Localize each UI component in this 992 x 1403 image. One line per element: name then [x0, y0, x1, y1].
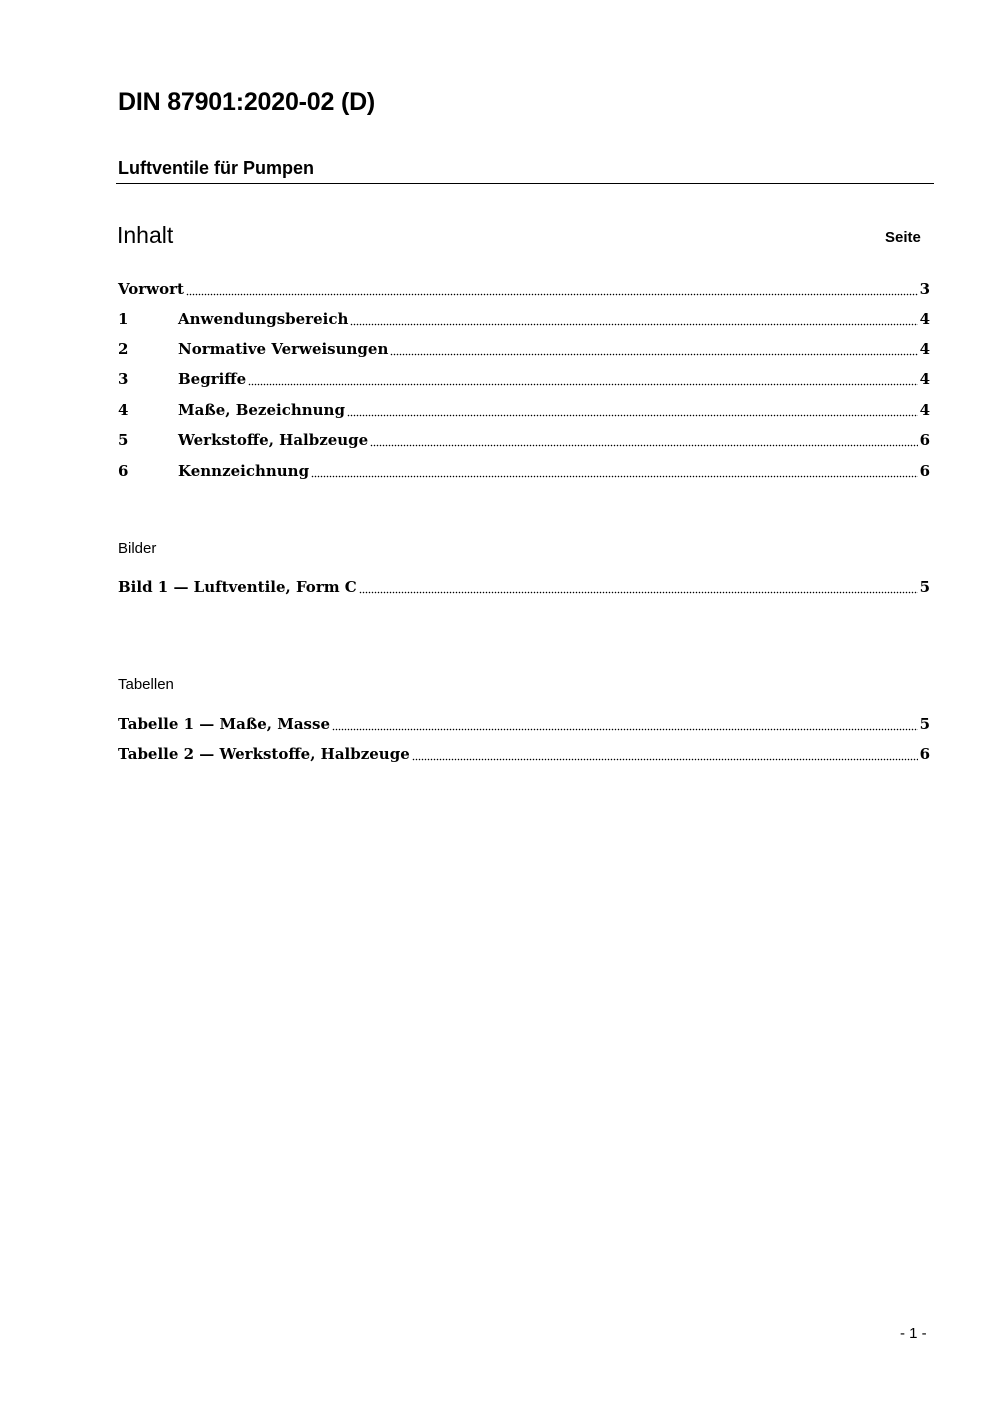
toc-entry-number: 3 — [118, 370, 129, 388]
table-entry-text: Tabelle 2 — Werkstoffe, Halbzeuge — [118, 745, 410, 763]
toc-entry-1[interactable] — [118, 310, 930, 330]
dot-leader — [311, 475, 917, 478]
title-divider — [116, 183, 934, 184]
toc-entry-number: 1 — [118, 310, 129, 328]
toc-entry-5[interactable] — [118, 431, 930, 451]
document-id: DIN 87901:2020-02 (D) — [118, 88, 376, 116]
toc-entry-text: Kennzeichnung — [178, 462, 310, 480]
toc-entry-2[interactable] — [118, 340, 930, 360]
document-title: Luftventile für Pumpen — [118, 158, 315, 178]
page-column-label: Seite — [885, 229, 921, 246]
dot-leader — [350, 323, 917, 326]
toc-entry-page: 4 — [919, 340, 930, 358]
table-entry-2[interactable] — [118, 745, 930, 765]
page-number: - 1 - — [900, 1325, 927, 1342]
toc-entry-text: Werkstoffe, Halbzeuge — [178, 431, 369, 449]
table-entry-page: 6 — [919, 745, 930, 763]
toc-entry-page: 4 — [919, 370, 930, 388]
dot-leader — [390, 353, 917, 356]
dot-leader — [186, 293, 918, 296]
toc-entry-number: 2 — [118, 340, 129, 358]
toc-entry-vorwort[interactable] — [118, 280, 930, 300]
toc-heading: Inhalt — [117, 222, 174, 248]
figures-heading: Bilder — [118, 540, 157, 557]
dot-leader — [248, 383, 917, 386]
toc-entry-3[interactable] — [118, 370, 930, 390]
toc-entry-page: 6 — [919, 462, 930, 480]
toc-entry-text: Maße, Bezeichnung — [178, 401, 345, 419]
tables-heading: Tabellen — [118, 676, 174, 693]
table-entry-text: Tabelle 1 — Maße, Masse — [118, 715, 330, 733]
toc-entry-4[interactable] — [118, 401, 930, 421]
toc-entry-text: Begriffe — [178, 370, 247, 388]
toc-entry-page: 3 — [919, 280, 930, 298]
toc-entry-text: Normative Verweisungen — [178, 340, 389, 358]
toc-entry-page: 4 — [919, 310, 930, 328]
table-entry-page: 5 — [919, 715, 930, 733]
toc-entry-number: 5 — [118, 431, 129, 449]
toc-entry-page: 4 — [919, 401, 930, 419]
dot-leader — [359, 591, 918, 594]
toc-entry-6[interactable] — [118, 462, 930, 482]
figure-entry-page: 5 — [919, 578, 930, 596]
figure-entry-text: Bild 1 — Luftventile, Form C — [118, 578, 357, 596]
toc-entry-page: 6 — [919, 431, 930, 449]
table-entry-1[interactable] — [118, 715, 930, 735]
dot-leader — [332, 728, 918, 731]
toc-entry-number: 4 — [118, 401, 129, 419]
toc-entry-number: 6 — [118, 462, 129, 480]
dot-leader — [412, 758, 918, 761]
toc-entry-text: Vorwort — [118, 280, 184, 298]
dot-leader — [370, 444, 917, 447]
toc-entry-text: Anwendungsbereich — [178, 310, 349, 328]
dot-leader — [347, 414, 918, 417]
figure-entry-1[interactable] — [118, 578, 930, 598]
